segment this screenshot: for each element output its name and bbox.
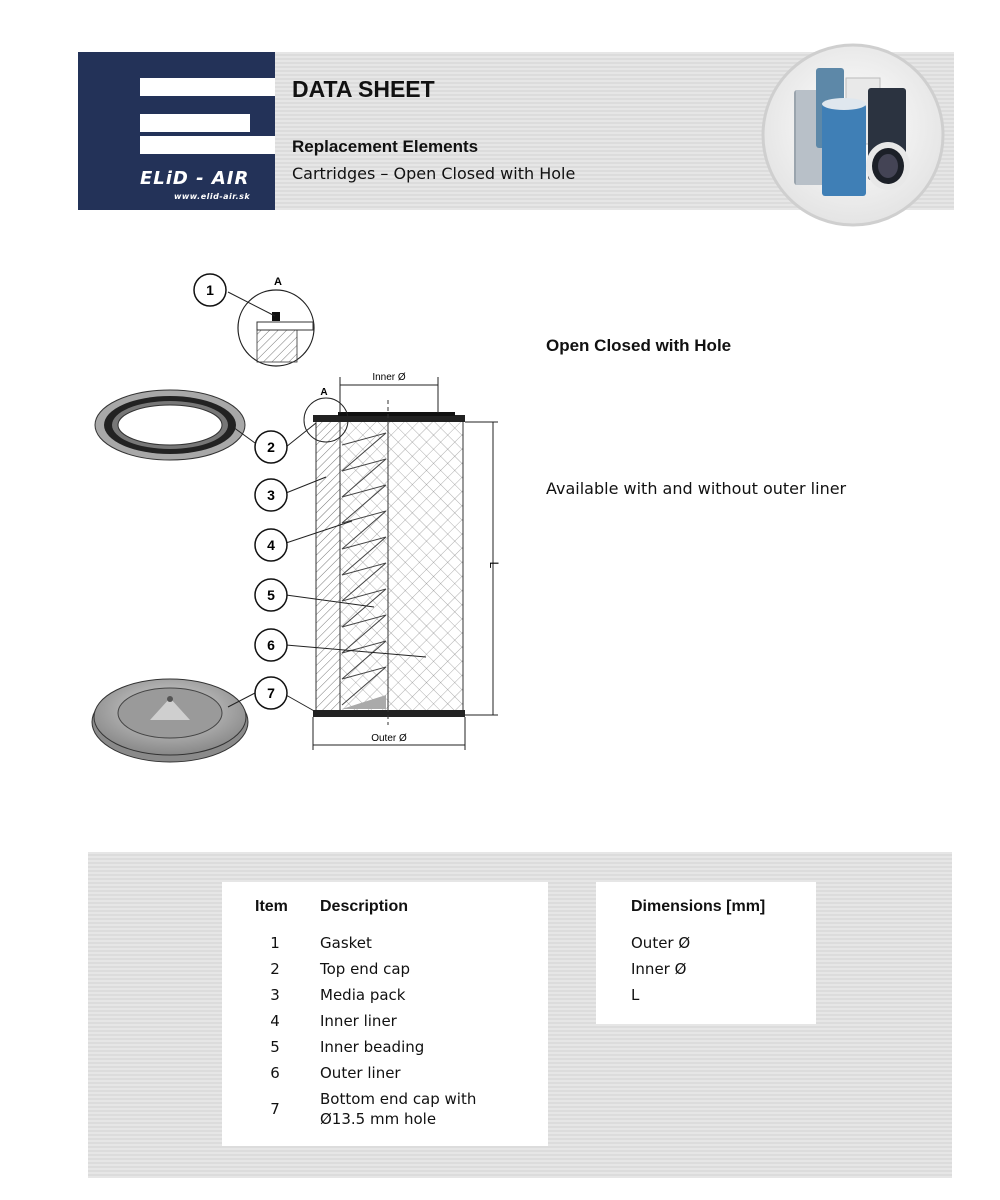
items-table bbox=[222, 882, 548, 1146]
callout-2 bbox=[255, 431, 287, 463]
item-number: 3 bbox=[270, 986, 280, 1004]
brand-name: ELiD - AIR bbox=[140, 168, 250, 189]
item-number: 7 bbox=[270, 1100, 280, 1118]
dimensions-table bbox=[596, 882, 816, 1024]
callout-number: 6 bbox=[267, 637, 275, 653]
inner-diameter-label: Inner Ø bbox=[372, 372, 406, 383]
dimension-row: L bbox=[631, 986, 640, 1004]
items-header-item: Item bbox=[255, 898, 288, 915]
callout-number: 7 bbox=[267, 685, 275, 701]
page-title: DATA SHEET bbox=[292, 76, 435, 102]
item-number: 1 bbox=[270, 934, 280, 952]
brand-logo bbox=[78, 52, 275, 210]
callout-number: 3 bbox=[267, 487, 275, 503]
item-number: 4 bbox=[270, 1012, 280, 1030]
logo-bar-top bbox=[140, 78, 275, 96]
detail-a-label: A bbox=[274, 276, 282, 288]
item-number: 6 bbox=[270, 1064, 280, 1082]
product-photo bbox=[760, 42, 946, 228]
detail-a bbox=[238, 276, 314, 366]
page-subtitle: Replacement Elements bbox=[292, 137, 479, 156]
item-description: Inner beading bbox=[320, 1038, 425, 1056]
logo-bar-bottom bbox=[140, 136, 275, 154]
callout-number: 2 bbox=[267, 439, 275, 455]
callout-number: 1 bbox=[206, 282, 214, 298]
callout-6 bbox=[255, 629, 287, 661]
gasket-ring bbox=[95, 390, 245, 460]
item-description: Inner liner bbox=[320, 1012, 397, 1030]
item-number: 5 bbox=[270, 1038, 280, 1056]
item-description: Gasket bbox=[320, 934, 372, 952]
item-description: Media pack bbox=[320, 986, 406, 1004]
callout-number: 4 bbox=[267, 537, 275, 553]
dimension-row: Outer Ø bbox=[631, 934, 691, 952]
model-name: Open Closed with Hole bbox=[546, 336, 732, 355]
detail-a-marker-label: A bbox=[320, 387, 328, 398]
dimensions-header: Dimensions [mm] bbox=[631, 898, 766, 915]
length-label: L bbox=[487, 561, 501, 569]
callout-number: 5 bbox=[267, 587, 275, 603]
page-subsubtitle: Cartridges – Open Closed with Hole bbox=[292, 164, 576, 183]
callout-3 bbox=[255, 479, 287, 511]
item-number: 2 bbox=[270, 960, 280, 978]
callout-7 bbox=[255, 677, 287, 709]
cartridge-diagram bbox=[80, 265, 520, 765]
bottom-end-cap bbox=[92, 679, 248, 762]
brand-url: www.elid-air.sk bbox=[174, 192, 251, 201]
outer-diameter-label: Outer Ø bbox=[371, 733, 407, 744]
cartridge-section bbox=[313, 400, 465, 725]
item-description: Outer liner bbox=[320, 1064, 401, 1082]
item-description: Top end cap bbox=[320, 960, 411, 978]
callout-1 bbox=[194, 274, 226, 306]
item-description-line2: Ø13.5 mm hole bbox=[320, 1110, 437, 1128]
availability-note: Available with and without outer liner bbox=[546, 479, 847, 498]
dimension-row: Inner Ø bbox=[631, 960, 687, 978]
logo-bar-middle bbox=[140, 114, 250, 132]
callout-4 bbox=[255, 529, 287, 561]
item-description: Bottom end cap with bbox=[320, 1090, 477, 1108]
items-header-description: Description bbox=[320, 898, 409, 915]
callout-5 bbox=[255, 579, 287, 611]
